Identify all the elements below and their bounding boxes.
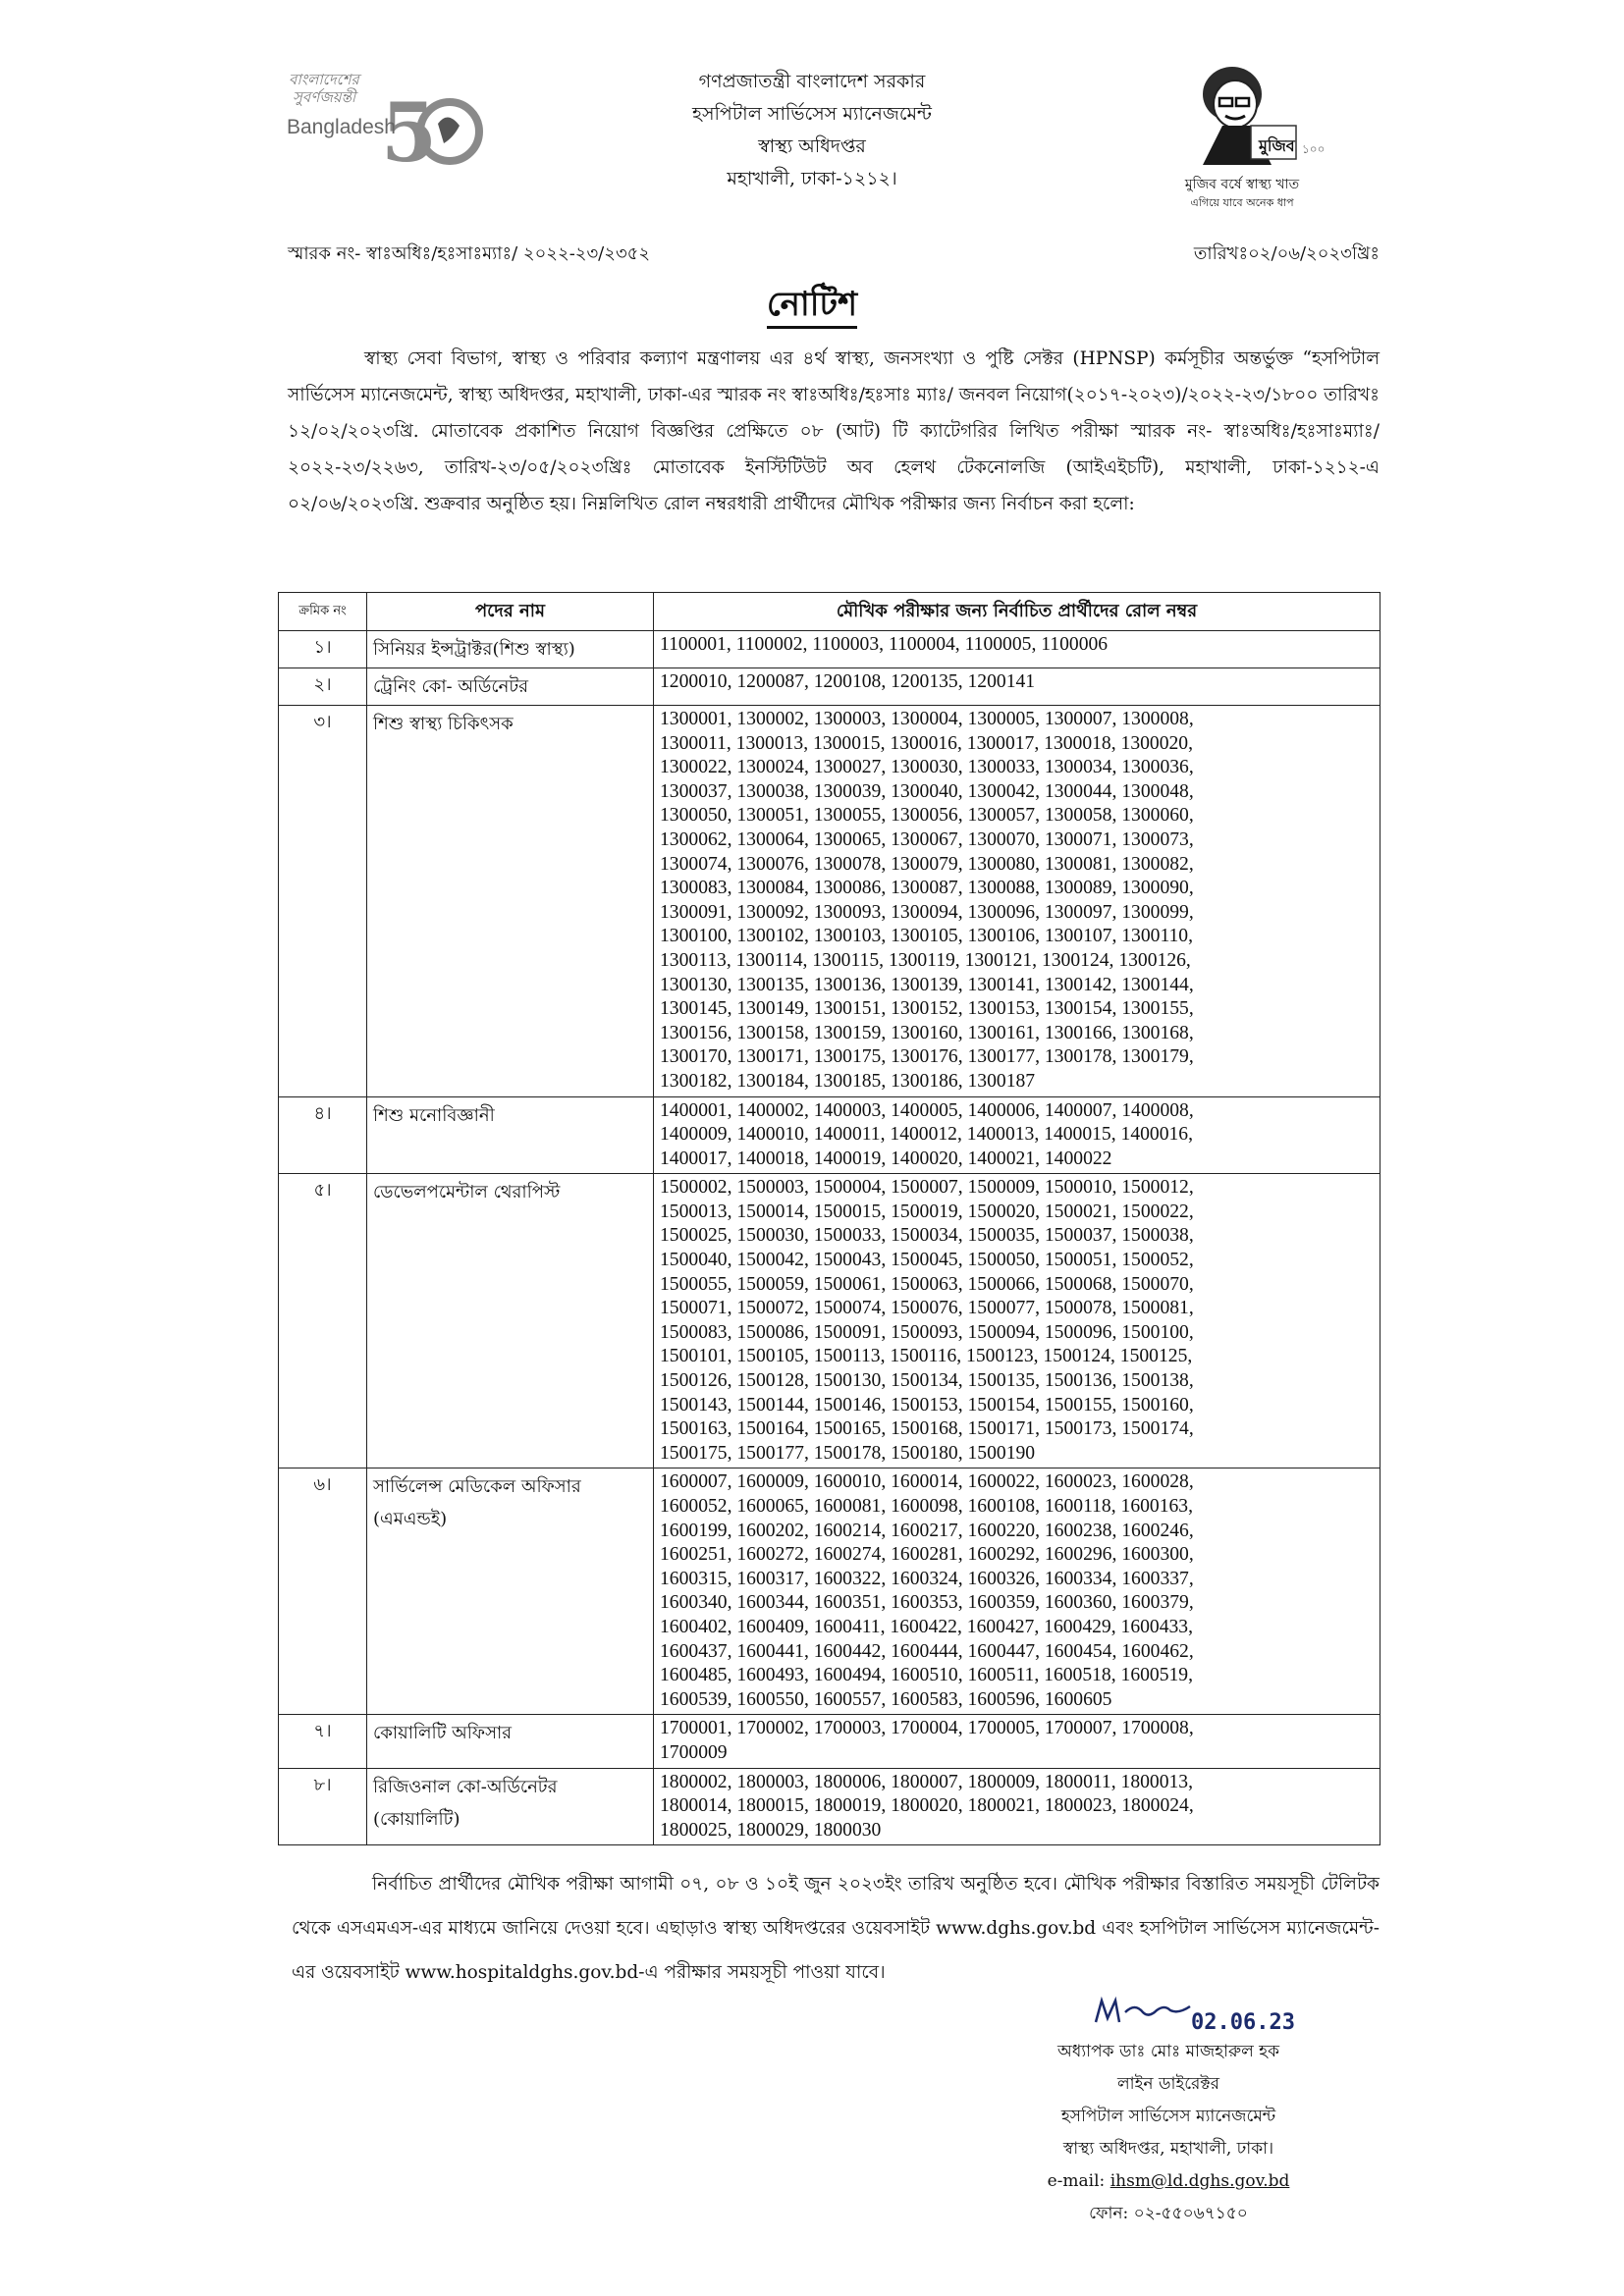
serial-cell: ৮।: [279, 1768, 367, 1845]
post-cell: শিশু স্বাস্থ্য চিকিৎসক: [367, 706, 654, 1097]
rolls-cell: 1500002, 1500003, 1500004, 1500007, 1500009, 1500010, 1500012, 1500013, 1500014, 1500015, 1500019, 1500020, 1500021, 1500022, 1500025, 1500030, 1500033, 1500034, 1500035, 1500037, 1500038, 1500040, 1500042, 1500043, 1500045, 1500050, 1500051, 1500052, 1500055, 1500059, 1500061, 1500063, 1500066, 1500068, 1500070, 1500071, 1500072, 1500074, 1500076, 1500077, 1500078, 1500081, 1500083, 1500086, 1500091, 1500093, 1500094, 1500096, 1500100, 1500101, 1500105, 1500113, 1500116, 1500123, 1500124, 1500125, 1500126, 1500128, 1500130, 1500134, 1500135, 1500136, 1500138, 1500143, 1500144, 1500146, 1500153, 1500154, 1500155, 1500160, 1500163, 1500164, 1500165, 1500168, 1500171, 1500173, 1500174, 1500175, 1500177, 1500178, 1500180, 1500190: [654, 1174, 1380, 1468]
logo-tagline-2: এগিয়ে যাবে অনেক ধাপ: [1190, 196, 1294, 209]
signatory-designation: লাইন ডাইরেক্টর: [1116, 2074, 1220, 2094]
signature-date: 02.06.23: [1191, 2010, 1295, 2035]
rolls-cell: 1300001, 1300002, 1300003, 1300004, 1300005, 1300007, 1300008, 1300011, 1300013, 1300015, 1300016, 1300017, 1300018, 1300020, 1300022, 1300024, 1300027, 1300030, 1300033, 1300034, 1300036, 1300037, 1300038, 1300039, 1300040, 1300042, 1300044, 1300048, 1300050, 1300051, 1300055, 1300056, 1300057, 1300058, 1300060, 1300062, 1300064, 1300065, 1300067, 1300070, 1300071, 1300073, 1300074, 1300076, 1300078, 1300079, 1300080, 1300081, 1300082, 1300083, 1300084, 1300086, 1300087, 1300088, 1300089, 1300090, 1300091, 1300092, 1300093, 1300094, 1300096, 1300097, 1300099, 1300100, 1300102, 1300103, 1300105, 1300106, 1300107, 1300110, 1300113, 1300114, 1300115, 1300119, 1300121, 1300124, 1300126, 1300130, 1300135, 1300136, 1300139, 1300141, 1300142, 1300144, 1300145, 1300149, 1300151, 1300152, 1300153, 1300154, 1300155, 1300156, 1300158, 1300159, 1300160, 1300161, 1300166, 1300168, 1300170, 1300171, 1300175, 1300176, 1300177, 1300178, 1300179, 1300182, 1300184, 1300185, 1300186, 1300187: [654, 706, 1380, 1097]
table-row: [279, 1096, 1380, 1174]
table-row: [279, 1468, 1380, 1715]
memo-date: তারিখঃ০২/০৬/২০২৩খ্রিঃ: [1193, 243, 1380, 264]
signature-block: [1021, 2036, 1316, 2230]
serial-cell: ১।: [279, 631, 367, 668]
mujib-100-logo: [1149, 57, 1335, 209]
roll-table: [278, 592, 1380, 1845]
bangladesh-50-logo: [283, 67, 484, 177]
table-row: [279, 706, 1380, 1097]
svg-text:5: 5: [381, 86, 438, 177]
header-post: পদের নাম: [367, 593, 654, 631]
post-cell: ট্রেনিং কো- অর্ডিনেটর: [367, 668, 654, 706]
header-address: মহাখালী, ঢাকা-১২১২।: [727, 168, 897, 189]
table-header-row: [279, 593, 1380, 631]
mujib-badge: মুজিব: [1259, 136, 1295, 155]
rolls-cell: 1200010, 1200087, 1200108, 1200135, 1200141: [654, 668, 1380, 706]
rolls-cell: 1600007, 1600009, 1600010, 1600014, 1600022, 1600023, 1600028, 1600052, 1600065, 1600081, 1600098, 1600108, 1600118, 1600163, 1600199, 1600202, 1600214, 1600217, 1600220, 1600238, 1600246, 1600251, 1600272, 1600274, 1600281, 1600292, 1600296, 1600300, 1600315, 1600317, 1600322, 1600324, 1600326, 1600334, 1600337, 1600340, 1600344, 1600351, 1600353, 1600359, 1600360, 1600379, 1600402, 1600409, 1600411, 1600422, 1600427, 1600429, 1600433, 1600437, 1600441, 1600442, 1600444, 1600447, 1600454, 1600462, 1600485, 1600493, 1600494, 1600510, 1600511, 1600518, 1600519, 1600539, 1600550, 1600557, 1600583, 1600596, 1600605: [654, 1468, 1380, 1715]
signatory-phone: ফোন: ০২-৫৫০৬৭১৫০: [1089, 2204, 1248, 2223]
header-govt: গণপ্রজাতন্ত্রী বাংলাদেশ সরকার: [698, 71, 926, 92]
letterhead: [567, 66, 1057, 195]
footer-paragraph: নির্বাচিত প্রার্থীদের মৌখিক পরীক্ষা আগামী ০৭, ০৮ ও ১০ই জুন ২০২৩ইং তারিখ অনুষ্ঠিত হবে। মৌখিক পরীক্ষার বিস্তারিত সময়সূচী টেলিটক থেকে এসএমএস-এর মাধ্যমে জানিয়ে দেওয়া হবে। এছাড়াও স্বাস্থ্য অধিদপ্তরের ওয়েবসাইট www.dghs.gov.bd এবং হসপিটাল সার্ভিসেস ম্যানেজমেন্ট-এর ওয়েবসাইট www.hospitaldghs.gov.bd-এ পরীক্ষার সময়সূচী পাওয়া যাবে।: [292, 1874, 1380, 1983]
email-label: e-mail:: [1047, 2171, 1110, 2191]
table-row: [279, 1768, 1380, 1845]
mujib-badge-number: ১০০: [1302, 142, 1326, 156]
table-row: [279, 668, 1380, 706]
logo-script-2: সুবর্ণজয়ন্তী: [293, 88, 356, 106]
serial-cell: ২।: [279, 668, 367, 706]
serial-cell: ৭।: [279, 1715, 367, 1768]
rolls-cell: 1400001, 1400002, 1400003, 1400005, 1400006, 1400007, 1400008, 1400009, 1400010, 1400011, 1400012, 1400013, 1400015, 1400016, 1400017, 1400018, 1400019, 1400020, 1400021, 1400022: [654, 1096, 1380, 1174]
post-cell: সার্ভিলেন্স মেডিকেল অফিসার (এমএন্ডই): [367, 1468, 654, 1715]
serial-cell: ৩।: [279, 706, 367, 1097]
serial-cell: ৫।: [279, 1174, 367, 1468]
table-row: [279, 1174, 1380, 1468]
notice-title: নোটিশ: [0, 279, 1624, 335]
header-rolls: মৌখিক পরীক্ষার জন্য নির্বাচিত প্রার্থীদের রোল নম্বর: [654, 593, 1380, 631]
logo-word: Bangladesh: [287, 116, 396, 138]
intro-paragraph: স্বাস্থ্য সেবা বিভাগ, স্বাস্থ্য ও পরিবার কল্যাণ মন্ত্রণালয় এর ৪র্থ স্বাস্থ্য, জনসংখ্যা ও পুষ্টি সেক্টর (HPNSP) কর্মসূচীর অন্তর্ভুক্ত “হসপিটাল সার্ভিসেস ম্যানেজমেন্ট, স্বাস্থ্য অধিদপ্তর, মহাখালী, ঢাকা-এর স্মারক নং স্বাঃঅধিঃ/হঃসাঃ ম্যাঃ/ জনবল নিয়োগ(২০১৭-২০২৩)/২০২২-২৩/১৮০০ তারিখঃ ১২/০২/২০২৩খ্রি. মোতাবেক প্রকাশিত নিয়োগ বিজ্ঞপ্তির প্রেক্ষিতে ০৮ (আট) টি ক্যাটেগরির লিখিত পরীক্ষা স্মারক নং- স্বাঃঅধিঃ/হঃসাঃম্যাঃ/২০২২-২৩/২২৬৩, তারিখ-২৩/০৫/২০২৩খ্রিঃ মোতাবেক ইনস্টিটিউট অব হেলথ টেকনোলজি (আইএইচটি), মহাখালী, ঢাকা-১২১২-এ ০২/০৬/২০২৩খ্রি. শুক্রবার অনুষ্ঠিত হয়। নিম্নলিখিত রোল নম্বরধারী প্রার্থীদের মৌখিক পরীক্ষার জন্য নির্বাচন করা হলো:: [288, 348, 1380, 514]
post-cell: রিজিওনাল কো-অর্ডিনেটর (কোয়ালিটি): [367, 1768, 654, 1845]
signatory-org: হসপিটাল সার্ভিসেস ম্যানেজমেন্ট: [1060, 2107, 1276, 2126]
signatory-name: অধ্যাপক ডাঃ মোঃ মাজহারুল হক: [1057, 2042, 1279, 2061]
memo-reference: স্মারক নং- স্বাঃঅধিঃ/হঃসাঃম্যাঃ/ ২০২২-২৩/২৩৫২: [288, 243, 651, 264]
post-cell: কোয়ালিটি অফিসার: [367, 1715, 654, 1768]
post-cell: ডেভেলপমেন্টাল থেরাপিস্ট: [367, 1174, 654, 1468]
signatory-address: স্বাস্থ্য অধিদপ্তর, মহাখালী, ঢাকা।: [1062, 2139, 1274, 2159]
post-cell: সিনিয়র ইন্সট্রাক্টর(শিশু স্বাস্থ্য): [367, 631, 654, 668]
post-cell: শিশু মনোবিজ্ঞানী: [367, 1096, 654, 1174]
header-dept: স্বাস্থ্য অধিদপ্তর: [758, 135, 866, 157]
logo-tagline-1: মুজিব বর্ষে স্বাস্থ্য খাত: [1184, 177, 1300, 192]
table-row: [279, 631, 1380, 668]
rolls-cell: 1700001, 1700002, 1700003, 1700004, 1700005, 1700007, 1700008, 1700009: [654, 1715, 1380, 1768]
header-org: হসপিটাল সার্ভিসেস ম্যানেজমেন্ট: [691, 103, 933, 125]
email-link[interactable]: ihsm@ld.dghs.gov.bd: [1110, 2171, 1290, 2191]
signatory-email-line: [1021, 2165, 1316, 2198]
logo-script-1: বাংলাদেশের: [289, 71, 359, 88]
header-serial: ক্রমিক নং: [279, 593, 367, 631]
rolls-cell: 1800002, 1800003, 1800006, 1800007, 1800009, 1800011, 1800013, 1800014, 1800015, 1800019, 1800020, 1800021, 1800023, 1800024, 1800025, 1800029, 1800030: [654, 1768, 1380, 1845]
serial-cell: ৬।: [279, 1468, 367, 1715]
table-row: [279, 1715, 1380, 1768]
serial-cell: ৪।: [279, 1096, 367, 1174]
rolls-cell: 1100001, 1100002, 1100003, 1100004, 1100005, 1100006: [654, 631, 1380, 668]
